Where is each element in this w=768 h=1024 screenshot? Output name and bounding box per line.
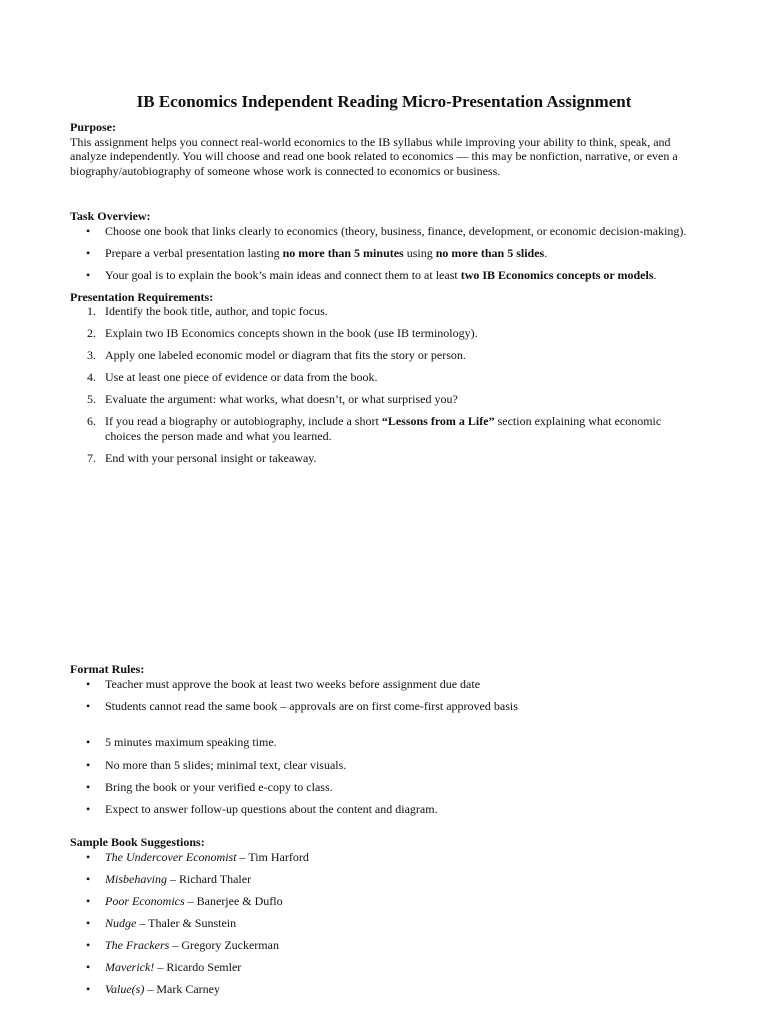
document-title: IB Economics Independent Reading Micro-Presentation Assignment [136, 92, 632, 111]
book-author: – Gregory Zuckerman [169, 937, 279, 952]
book-title: Value(s) [105, 981, 145, 996]
requirement-item [70, 370, 698, 385]
bullet-icon: • [86, 849, 91, 864]
list-item-text [105, 304, 328, 318]
bold-text: no more than 5 minutes [282, 245, 404, 260]
format-rule-item-text: Teacher must approve the book at least two weeks before assignment due date [105, 676, 481, 691]
format-rule-item [70, 758, 698, 773]
book-author: – Tim Harford [236, 849, 309, 864]
requirement-item [70, 414, 698, 443]
format-rules-section [70, 662, 698, 816]
text-run: End with your personal insight or takeaway. [105, 450, 317, 465]
format-rule-item-text: Expect to answer follow-up questions about the content and diagram. [105, 801, 438, 816]
item-number: 4. [87, 370, 96, 384]
format-rule-item [70, 802, 698, 817]
purpose-heading: Purpose: [70, 120, 116, 134]
text-run: Your goal is to explain the book’s main ideas and connect them to at least [105, 267, 461, 282]
document-body [70, 120, 698, 473]
item-number: 7. [87, 450, 96, 465]
book-title: Maverick! [105, 959, 155, 974]
list-item-text [105, 348, 466, 362]
bullet-icon: • [86, 915, 91, 930]
requirement-item [70, 348, 698, 363]
book-title: Poor Economics [105, 893, 185, 908]
bullet-icon: • [86, 937, 91, 952]
book-item [70, 850, 698, 865]
format-rule-item-text: Students cannot read the same book – approvals are on first come-first approved basis [105, 698, 518, 713]
item-number: 3. [87, 348, 96, 362]
sample-books-section [70, 835, 698, 996]
item-number: 2. [87, 326, 96, 340]
format-rule-item [70, 735, 698, 750]
book-item [70, 960, 698, 975]
book-item [70, 938, 698, 953]
requirement-item [70, 451, 698, 466]
format-rule-item-text: No more than 5 slides; minimal text, clear visuals. [105, 757, 347, 772]
requirements-heading: Presentation Requirements: [70, 289, 214, 304]
text-run: Use at least one piece of evidence or data from the book. [105, 370, 378, 384]
text-run: Choose one book that links clearly to economics (theory, business, finance, development, or economic decision-making). [105, 223, 687, 238]
book-author: – Ricardo Semler [154, 959, 242, 974]
text-run: Identify the book title, author, and topic focus. [105, 304, 328, 318]
text-run: If you read a biography or autobiography, include a short [105, 414, 382, 428]
bullet-icon: • [86, 779, 91, 794]
bullet-icon: • [86, 676, 91, 691]
list-item-text [105, 246, 547, 260]
requirements-section [70, 290, 698, 466]
format-and-samples [70, 662, 698, 1004]
purpose-text: This assignment helps you connect real-world economics to the IB syllabus while improving your ability to think, speak, and analyze independently. You will choose and read one book related to economics — this may be nonfiction, narrative, or even a biography/autobiography of someone whose work is connected to economics or business. [70, 134, 678, 178]
bold-text: no more than 5 slides [435, 245, 545, 260]
book-author: – Banerjee & Duflo [184, 893, 283, 908]
bullet-icon: • [86, 698, 91, 713]
sample-books-heading: Sample Book Suggestions: [70, 835, 205, 850]
item-number: 5. [87, 392, 96, 406]
bold-text: two IB Economics concepts or models [460, 267, 654, 282]
requirements-list [70, 304, 698, 465]
book-title: Misbehaving [105, 871, 167, 886]
book-item [70, 894, 698, 909]
bullet-icon: • [86, 959, 91, 974]
book-title: The Frackers [105, 937, 170, 952]
list-item-text [105, 224, 686, 238]
purpose-section [70, 120, 698, 178]
text-run: Explain two IB Economics concepts shown in the book (use IB terminology). [105, 326, 478, 340]
task-overview-item [70, 268, 698, 283]
list-item-text [105, 414, 661, 443]
list-spacer [70, 721, 698, 736]
text-run: Prepare a verbal presentation lasting [105, 245, 283, 260]
bullet-icon: • [86, 801, 91, 816]
list-item-text [105, 392, 458, 406]
bullet-icon: • [86, 757, 91, 772]
bold-text: “Lessons from a Life” [381, 414, 495, 428]
item-number: 6. [87, 414, 96, 428]
list-item-text [105, 451, 317, 465]
list-item-text [105, 326, 478, 340]
task-overview-section [70, 209, 698, 282]
text-run: Evaluate the argument: what works, what doesn’t, or what surprised you? [105, 392, 458, 406]
book-title: The Undercover Economist [105, 849, 237, 864]
task-overview-item [70, 224, 698, 239]
task-overview-list [70, 224, 698, 283]
task-overview-item [70, 246, 698, 261]
bullet-icon: • [86, 735, 91, 750]
format-rule-item [70, 780, 698, 795]
list-item-text [105, 268, 657, 282]
text-run: section explaining what economic choices the person made and what you learned. [105, 414, 662, 443]
format-rules-list-1 [70, 677, 698, 714]
format-rules-heading: Format Rules: [70, 662, 145, 676]
sample-books-list [70, 850, 698, 997]
format-rule-item [70, 677, 698, 692]
book-item [70, 982, 698, 997]
text-run: using [403, 245, 436, 260]
list-item-text [105, 370, 378, 384]
bullet-icon: • [86, 893, 91, 908]
bullet-icon: • [86, 245, 91, 260]
format-rule-item-text: 5 minutes maximum speaking time. [105, 735, 277, 750]
book-item [70, 916, 698, 931]
text-run: . [653, 267, 657, 282]
format-rule-item [70, 699, 698, 714]
book-author: – Thaler & Sunstein [136, 915, 237, 930]
book-item [70, 872, 698, 887]
text-run: . [544, 245, 548, 260]
book-title: Nudge [105, 915, 137, 930]
text-run: Apply one labeled economic model or diagram that fits the story or person. [105, 348, 466, 362]
requirement-item [70, 326, 698, 341]
requirement-item [70, 304, 698, 319]
bullet-icon: • [86, 871, 91, 886]
bullet-icon: • [86, 267, 91, 282]
item-number: 1. [87, 304, 96, 318]
requirement-item [70, 392, 698, 407]
bullet-icon: • [86, 223, 91, 238]
task-overview-heading: Task Overview: [70, 209, 151, 223]
book-author: – Richard Thaler [167, 871, 252, 886]
bullet-icon: • [86, 981, 91, 996]
book-author: – Mark Carney [144, 981, 220, 996]
format-rule-item-text: Bring the book or your verified e-copy to class. [105, 779, 333, 794]
format-rules-list-2 [70, 735, 698, 816]
